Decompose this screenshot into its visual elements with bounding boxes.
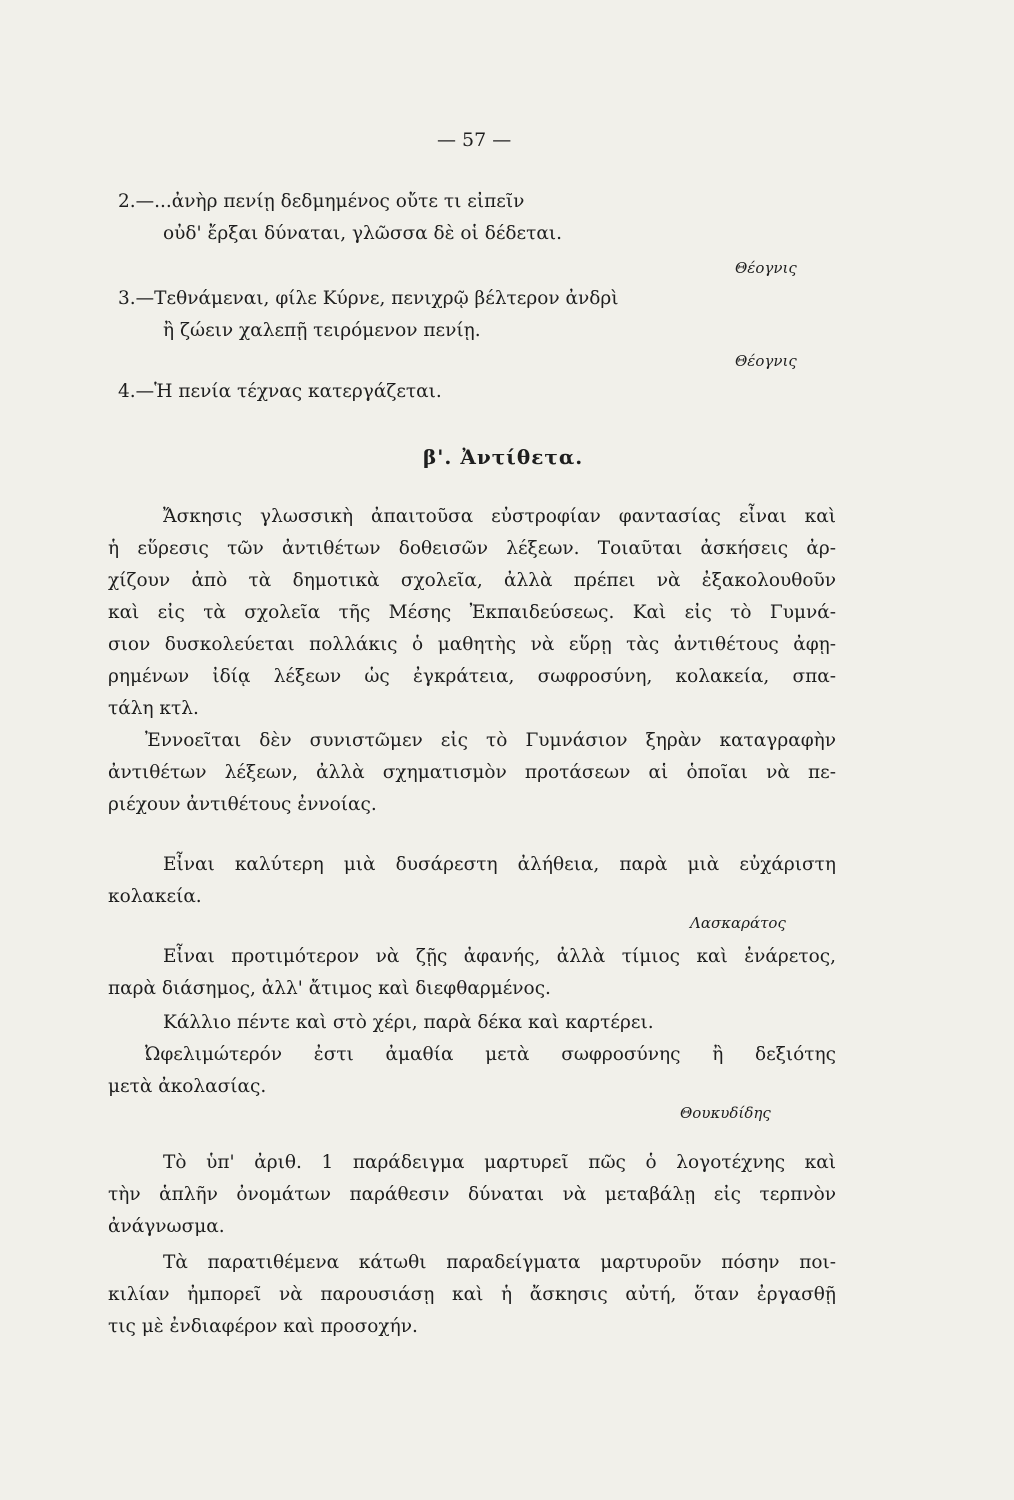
paragraph-1-line-4: καὶ εἰς τὰ σχολεῖα τῆς Μέσης Ἐκπαιδεύσεως. Καὶ εἰς τὸ Γυμνά-	[108, 602, 836, 623]
section-heading: β'. Ἀντίθετα.	[423, 445, 584, 469]
paragraph-4-line-1: Τὰ παρατιθέμενα κάτωθι παραδείγματα μαρτυροῦν πόσην ποι-	[163, 1252, 836, 1273]
example-2-line-1: Εἶναι προτιμότερον νὰ ζῇς ἀφανής, ἀλλὰ τίμιος καὶ ἐνάρετος,	[163, 946, 836, 967]
quote-3-attribution: Θέογνις	[735, 352, 797, 370]
paragraph-4-line-3: τις μὲ ἐνδιαφέρον καὶ προσοχήν.	[108, 1316, 418, 1337]
paragraph-4-line-2: κιλίαν ἠμπορεῖ νὰ παρουσιάσῃ καὶ ἡ ἄσκησις αὐτή, ὅταν ἐργασθῇ	[108, 1284, 836, 1305]
page-number: — 57 —	[437, 129, 512, 151]
example-1-line-2: κολακεία.	[108, 886, 202, 907]
example-1-line-1: Εἶναι καλύτερη μιὰ δυσάρεστη ἀλήθεια, παρὰ μιὰ εὐχάριστη	[163, 854, 836, 875]
paragraph-1-line-6: ρημένων ἰδίᾳ λέξεων ὡς ἐγκράτεια, σωφροσύνη, κολακεία, σπα-	[108, 666, 836, 687]
quote-2-attribution: Θέογνις	[735, 259, 797, 277]
example-4-line-2: μετὰ ἀκολασίας.	[108, 1076, 267, 1097]
paragraph-1-line-7: τάλη κτλ.	[108, 698, 199, 719]
quote-2-line-1: 2.—...ἀνὴρ πενίῃ δεδμημένος οὔτε τι εἰπεῖν	[118, 191, 525, 212]
example-4-attribution: Θουκυδίδης	[680, 1104, 771, 1122]
example-2-line-2: παρὰ διάσημος, ἀλλ' ἄτιμος καὶ διεφθαρμένος.	[108, 978, 551, 999]
paragraph-1-line-1: Ἄσκησις γλωσσικὴ ἀπαιτοῦσα εὐστροφίαν φαντασίας εἶναι καὶ	[163, 506, 836, 527]
quote-3-line-2: ἢ ζώειν χαλεπῇ τειρόμενον πενίῃ.	[163, 320, 481, 341]
paragraph-1-line-2: ἡ εὕρεσις τῶν ἀντιθέτων δοθεισῶν λέξεων. Τοιαῦται ἀσκήσεις ἀρ-	[108, 538, 836, 559]
paragraph-2-line-2: ἀντιθέτων λέξεων, ἀλλὰ σχηματισμὸν προτάσεων αἱ ὁποῖαι νὰ πε-	[108, 762, 836, 783]
quote-3-line-1: 3.—Τεθνάμεναι, φίλε Κύρνε, πενιχρῷ βέλτερον ἀνδρὶ	[118, 288, 619, 309]
quote-2-line-2: οὐδ' ἔρξαι δύναται, γλῶσσα δὲ οἱ δέδεται.	[163, 223, 562, 244]
paragraph-3-line-1: Τὸ ὑπ' ἀριθ. 1 παράδειγμα μαρτυρεῖ πῶς ὁ λογοτέχνης καὶ	[163, 1152, 836, 1173]
example-3-line-1: Κάλλιο πέντε καὶ στὸ χέρι, παρὰ δέκα καὶ καρτέρει.	[163, 1012, 654, 1033]
paragraph-3-line-3: ἀνάγνωσμα.	[108, 1216, 225, 1237]
paragraph-1-line-3: χίζουν ἀπὸ τὰ δημοτικὰ σχολεῖα, ἀλλὰ πρέπει νὰ ἐξακολουθοῦν	[108, 570, 836, 591]
paragraph-3-line-2: τὴν ἁπλῆν ὀνομάτων παράθεσιν δύναται νὰ μεταβάλῃ εἰς τερπνὸν	[108, 1184, 836, 1205]
paragraph-1-line-5: σιον δυσκολεύεται πολλάκις ὁ μαθητὴς νὰ εὕρῃ τὰς ἀντιθέτους ἀφῃ-	[108, 634, 836, 655]
paragraph-2-line-1: Ἐννοεῖται δὲν συνιστῶμεν εἰς τὸ Γυμνάσιον ξηρὰν καταγραφὴν	[145, 730, 836, 751]
example-1-attribution: Λασκαράτος	[690, 914, 786, 932]
paragraph-2-line-3: ριέχουν ἀντιθέτους ἐννοίας.	[108, 794, 377, 815]
example-4-line-1: Ὠφελιμώτερόν ἐστι ἀμαθία μετὰ σωφροσύνης ἢ δεξιότης	[145, 1044, 836, 1065]
quote-4-line-1: 4.—Ἡ πενία τέχνας κατεργάζεται.	[118, 381, 442, 402]
